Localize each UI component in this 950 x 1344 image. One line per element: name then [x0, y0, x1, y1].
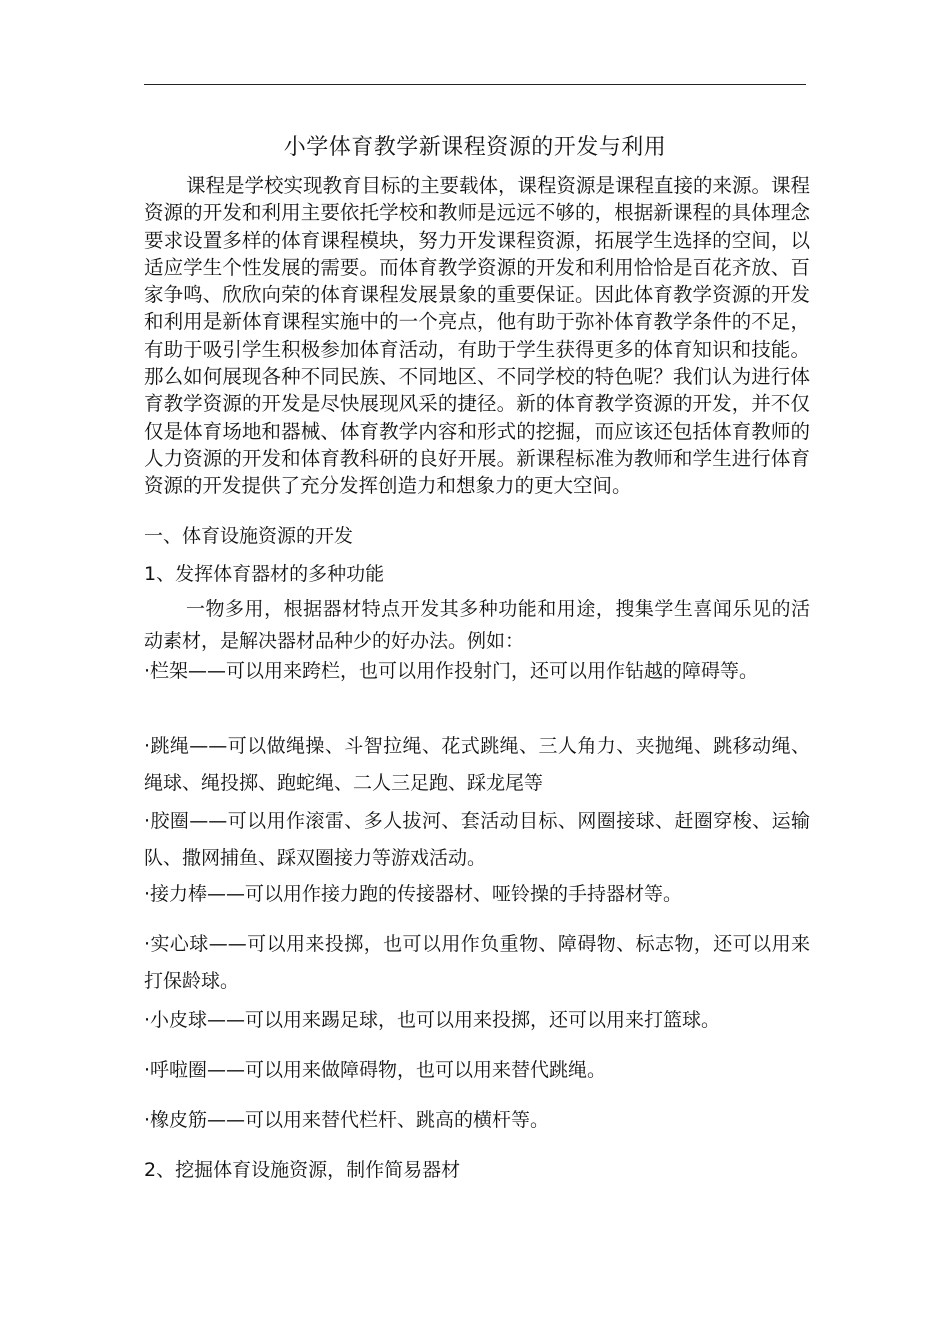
- list-item: ·呼啦圈——可以用来做障碍物，也可以用来替代跳绳。: [144, 1059, 607, 1081]
- list-item: ·实心球——可以用来投掷，也可以用作负重物、障碍物、标志物，还可以用来打保龄球。: [144, 933, 810, 992]
- list-item: ·橡皮筋——可以用来替代栏杆、跳高的横杆等。: [144, 1109, 550, 1131]
- subsection-intro: 一物多用，根据器材特点开发其多种功能和用途，搜集学生喜闻乐见的活动素材，是解决器材品种少的好办法。例如：: [144, 598, 810, 652]
- document-title: 小学体育教学新课程资源的开发与利用: [283, 135, 667, 160]
- list-item: ·小皮球——可以用来踢足球，也可以用来投掷，还可以用来打篮球。: [144, 1009, 721, 1031]
- list-item: ·胶圈——可以用作滚雷、多人拔河、套活动目标、网圈接球、赶圈穿梭、运输队、撒网捕鱼、踩双圈接力等游戏活动。: [144, 810, 810, 869]
- section-heading-1: 一、体育设施资源的开发: [144, 525, 354, 547]
- subsection-heading-1: 1、发挥体育器材的多种功能: [144, 563, 385, 585]
- list-item: ·跳绳——可以做绳操、斗智拉绳、花式跳绳、三人角力、夹抛绳、跳移动绳、绳球、绳投掷、跑蛇绳、二人三足跑、踩龙尾等: [144, 735, 810, 794]
- list-item: ·接力棒——可以用作接力跑的传接器材、哑铃操的手持器材等。: [144, 883, 683, 905]
- list-item: ·栏架——可以用来跨栏，也可以用作投射门，还可以用作钻越的障碍等。: [144, 660, 759, 682]
- header-rule: [144, 84, 806, 85]
- intro-paragraph: 课程是学校实现教育目标的主要载体，课程资源是课程直接的来源。课程资源的开发和利用主要依托学校和教师是远远不够的，根据新课程的具体理念要求设置多样的体育课程模块，努力开发课程资源，拓展学生选择的空间，以适应学生个性发展的需要。而体育教学资源的开发和利用恰恰是百花齐放、百家争鸣、欣欣向荣的体育课程发展景象的重要保证。因此体育教学资源的开发和利用是新体育课程实施中的一个亮点，他有助于弥补体育教学条件的不足，有助于吸引学生积极参加体育活动，有助于学生获得更多的体育知识和技能。那么如何展现各种不同民族、不同地区、不同学校的特色呢？我们认为进行体育教学资源的开发是尽快展现风采的捷径。新的体育教学资源的开发，并不仅仅是体育场地和器械、体育教学内容和形式的挖掘，而应该还包括体育教师的人力资源的开发和体育教科研的良好开展。新课程标准为教师和学生进行体育资源的开发提供了充分发挥创造力和想象力的更大空间。: [144, 174, 811, 498]
- subsection-heading-2: 2、挖掘体育设施资源，制作简易器材: [144, 1159, 461, 1181]
